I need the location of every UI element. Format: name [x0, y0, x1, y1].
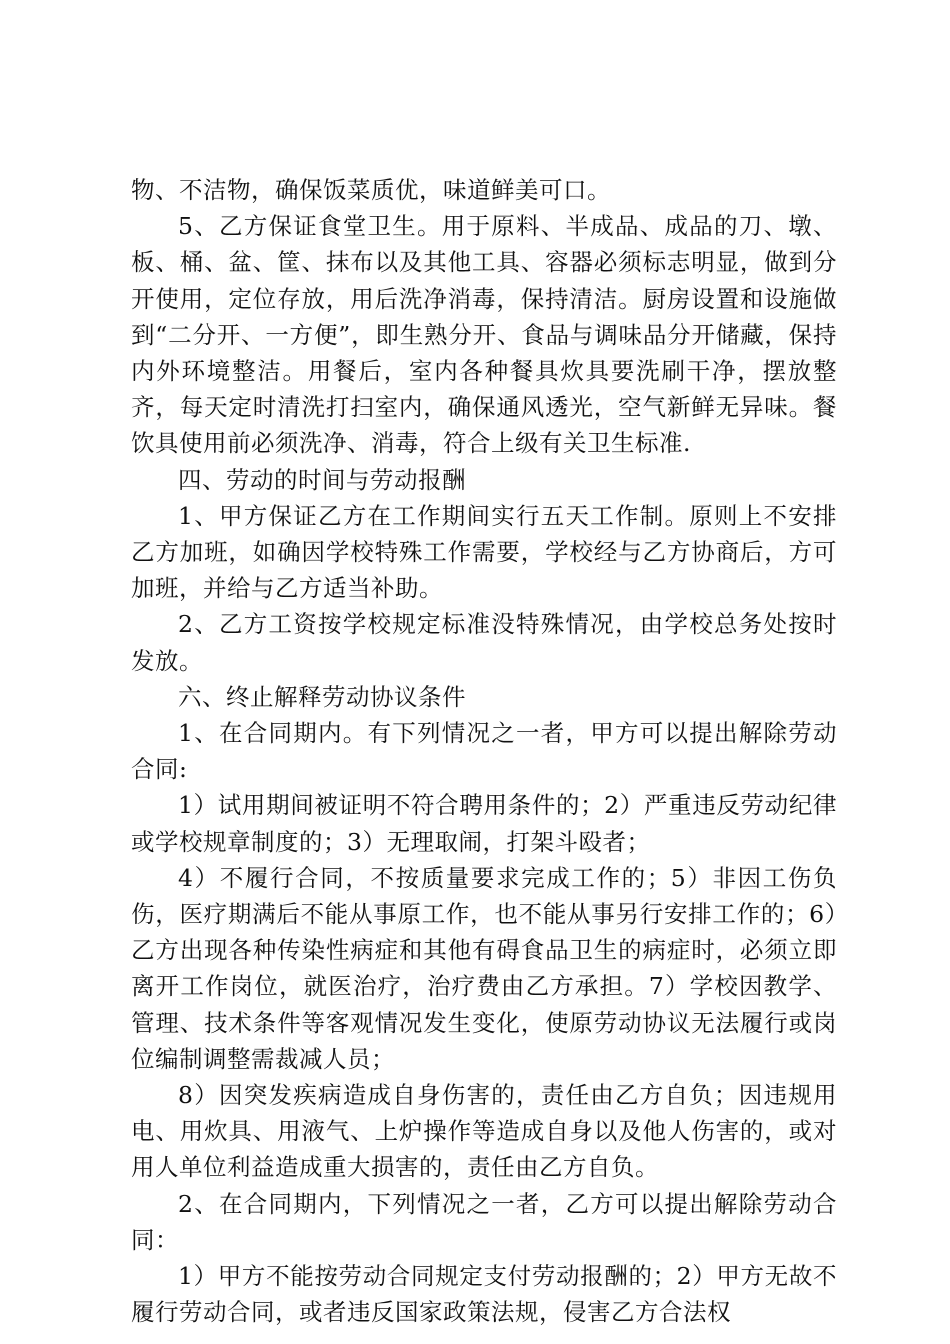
paragraph-employee-items: 1）甲方不能按劳动合同规定支付劳动报酬的；2）甲方无故不履行劳动合同，或者违反国家政策法规，侵害乙方合法权 — [131, 1262, 837, 1327]
paragraph-clause-1-employer-termination: 1、在合同期内。有下列情况之一者，甲方可以提出解除劳动合同: — [131, 719, 837, 784]
paragraph-clause-1-workweek: 1、甲方保证乙方在工作期间实行五天工作制。原则上不安排乙方加班，如确因学校特殊工作需要，学校经与乙方协商后，方可加班，并给与乙方适当补助。 — [131, 501, 837, 603]
paragraph-item-8: 8）因突发疾病造成自身伤害的，责任由乙方自负；因违规用电、用炊具、用液气、上炉操作等造成自身以及他人伤害的，或对用人单位利益造成重大损害的，责任由乙方自负。 — [131, 1081, 837, 1182]
paragraph-continuation: 物、不洁物，确保饭菜质优，味道鲜美可口。 — [131, 176, 611, 204]
paragraph-items-4-7: 4）不履行合同，不按质量要求完成工作的；5）非因工伤负伤，医疗期满后不能从事原工作，也不能从事另行安排工作的；6）乙方出现各种传染性病症和其他有碍食品卫生的病症时，必须立即离开工作岗位，就医治疗，治疗费由乙方承担。7）学校因教学、管理、技术条件等客观情况发生变化，使原劳动协议无法履行或岗位编制调整需裁减人员； — [131, 863, 837, 1073]
paragraph-clause-2-employee-termination: 2、在合同期内，下列情况之一者，乙方可以提出解除劳动合同： — [131, 1189, 837, 1254]
section-heading-termination: 六、终止解释劳动协议条件 — [178, 682, 466, 711]
paragraph-items-1-3: 1）试用期间被证明不符合聘用条件的；2）严重违反劳动纪律或学校规章制度的；3）无理取闹，打架斗殴者； — [131, 791, 837, 856]
paragraph-clause-5-hygiene: 5、乙方保证食堂卫生。用于原料、半成品、成品的刀、墩、板、桶、盆、筐、抹布以及其他工具、容器必须标志明显，做到分开使用，定位存放，用后洗净消毒，保持清洁。厨房设置和设施做到“二分开、一方便”，即生熟分开、食品与调味品分开储藏，保持内外环境整洁。用餐后，室内各种餐具炊具要洗刷干净，摆放整齐，每天定时清洗打扫室内，确保通风透光，空气新鲜无异味。餐饮具使用前必须洗净、消毒，符合上级有关卫生标准. — [131, 212, 837, 458]
paragraph-clause-2-salary: 2、乙方工资按学校规定标准没特殊情况，由学校总务处按时发放。 — [131, 610, 837, 675]
section-heading-working-time: 四、劳动的时间与劳动报酬 — [178, 465, 466, 494]
document-body — [131, 172, 837, 1331]
